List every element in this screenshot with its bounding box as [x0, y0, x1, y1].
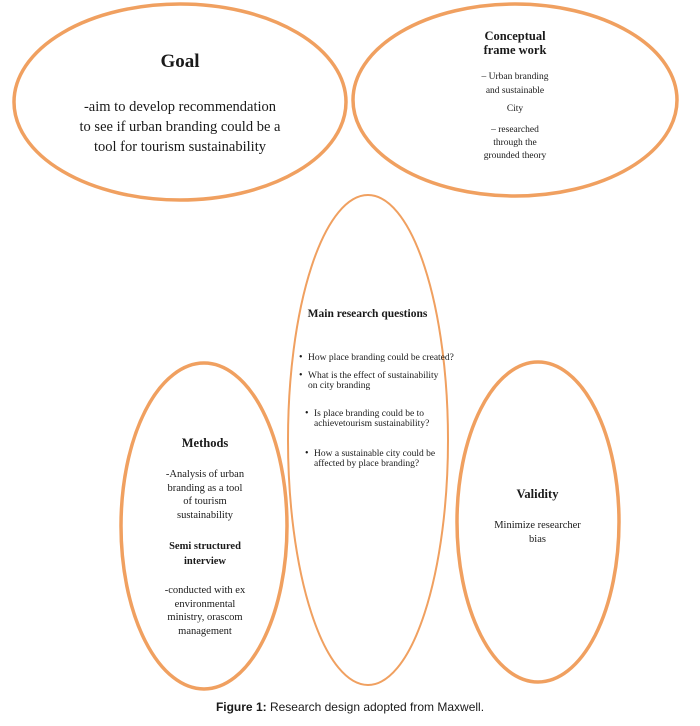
methods-title: Methods	[181, 436, 229, 450]
validity-title: Validity	[516, 487, 559, 501]
research-questions-ellipse	[288, 195, 448, 685]
methods-line: ministry, orascom	[167, 612, 243, 623]
figure-label: Figure 1:	[215, 700, 267, 714]
methods-line: environmental	[174, 598, 236, 610]
research-question-1: • How place branding could be created?	[308, 353, 458, 363]
methods-line: -Analysis of urban	[165, 469, 245, 480]
goal-title: Goal	[160, 51, 200, 72]
goal-line: tool for tourism sustainability	[94, 139, 266, 155]
goal-line: to see if urban branding could be a	[79, 119, 281, 135]
figure-caption	[0, 700, 700, 714]
methods-subtitle-line: Semi structured	[169, 541, 241, 552]
validity-line: bias	[529, 534, 546, 545]
methods-subtitle-line: interview	[184, 556, 226, 567]
figure-caption-text: Research design adopted from Maxwell.	[266, 700, 485, 714]
conceptual-line: and sustainable	[485, 86, 545, 96]
research-question-3: • Is place branding could be to achievetourism sustainability?	[314, 409, 452, 430]
conceptual-line: City	[506, 104, 524, 114]
methods-subtitle	[140, 539, 270, 569]
validity-line: Minimize researcher	[494, 520, 581, 531]
conceptual-title-line: Conceptual	[484, 29, 546, 43]
methods-line: of tourism	[183, 496, 227, 507]
goal-line: -aim to develop recommendation	[83, 99, 277, 115]
conceptual-line: grounded theory	[483, 151, 547, 161]
methods-line: -conducted with ex	[164, 585, 246, 596]
methods-ellipse	[121, 363, 287, 689]
methods-conducted	[140, 584, 270, 638]
validity-text	[470, 519, 605, 547]
methods-analysis	[140, 468, 270, 522]
research-questions-title: Main research questions	[307, 308, 428, 320]
methods-line: management	[178, 625, 232, 637]
research-question-2: • What is the effect of sustainability on city branding	[308, 371, 448, 392]
conceptual-item-grounded-theory	[440, 124, 590, 163]
research-question-4: • How a sustainable city could be affected by place branding?	[314, 449, 442, 470]
methods-line: branding as a tool	[167, 482, 243, 494]
conceptual-item-urban-branding	[440, 70, 590, 116]
conceptual-line: – researched	[491, 125, 539, 135]
conceptual-line: – Urban branding	[481, 72, 549, 82]
conceptual-title-line: frame work	[483, 43, 547, 57]
methods-line: sustainability	[177, 509, 233, 521]
conceptual-line: through the	[493, 138, 537, 148]
goal-text	[40, 97, 320, 157]
conceptual-title	[440, 29, 590, 57]
